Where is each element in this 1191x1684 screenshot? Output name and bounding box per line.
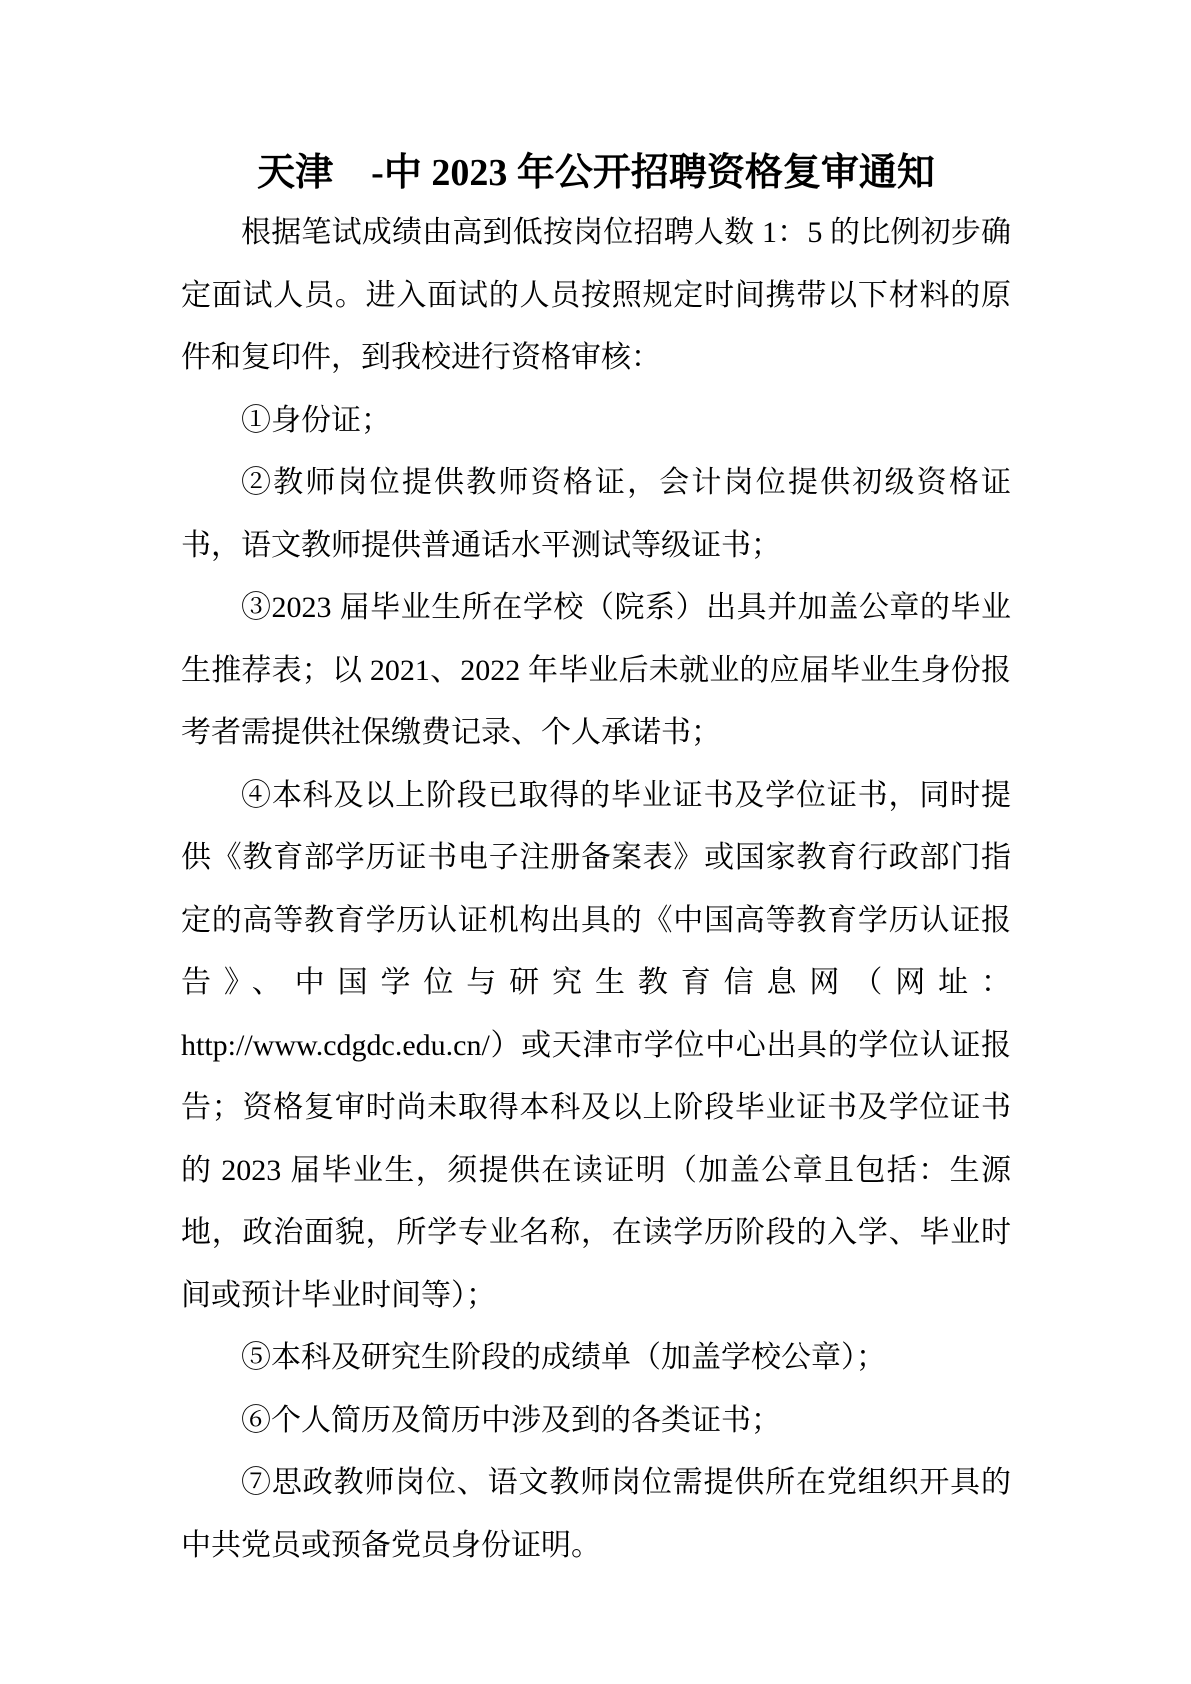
paragraph-item-7-party-membership: ⑦思政教师岗位、语文教师岗位需提供所在党组织开具的中共党员或预备党员身份证明。 xyxy=(181,1466,1011,1562)
document-title: 天津 -中 2023 年公开招聘资格复审通知 xyxy=(257,152,935,194)
paragraph-item-1-id-card: ①身份证； xyxy=(241,403,391,437)
paragraph-intro: 根据笔试成绩由高到低按岗位招聘人数 1：5 的比例初步确定面试人员。进入面试的人员按照规定时间携带以下材料的原件和复印件，到我校进行资格审核： xyxy=(181,216,1011,374)
paragraph-item-5-transcripts: ⑤本科及研究生阶段的成绩单（加盖学校公章）； xyxy=(241,1341,886,1374)
paragraph-item-2-certificates: ②教师岗位提供教师资格证，会计岗位提供初级资格证书，语文教师提供普通话水平测试等级证书； xyxy=(181,466,1011,562)
paragraph-item-6-resume: ⑥个人简历及简历中涉及到的各类证书； xyxy=(241,1403,781,1437)
document-body xyxy=(181,202,1011,1577)
notice-document xyxy=(181,150,1011,1577)
paragraph-item-3-graduate-recommendation: ③2023 届毕业生所在学校（院系）出具并加盖公章的毕业生推荐表；以 2021、2022 年毕业后未就业的应届毕业生身份报考者需提供社保缴费记录、个人承诺书； xyxy=(181,591,1011,749)
paragraph-item-4-diploma-degree: ④本科及以上阶段已取得的毕业证书及学位证书，同时提供《教育部学历证书电子注册备案表》或国家教育行政部门指定的高等教育学历认证机构出具的《中国高等教育学历认证报告》、中国学位与研究生教育信息网（网址：http://www.cdgdc.edu.cn/）或天津市学位中心出具的学位认证报告；资格复审时尚未取得本科及以上阶段毕业证书及学位证书的 2023 届毕业生，须提供在读证明（加盖公章且包括：生源地，政治面貌，所学专业名称，在读学历阶段的入学、毕业时间或预计毕业时间等）； xyxy=(181,778,1011,1312)
